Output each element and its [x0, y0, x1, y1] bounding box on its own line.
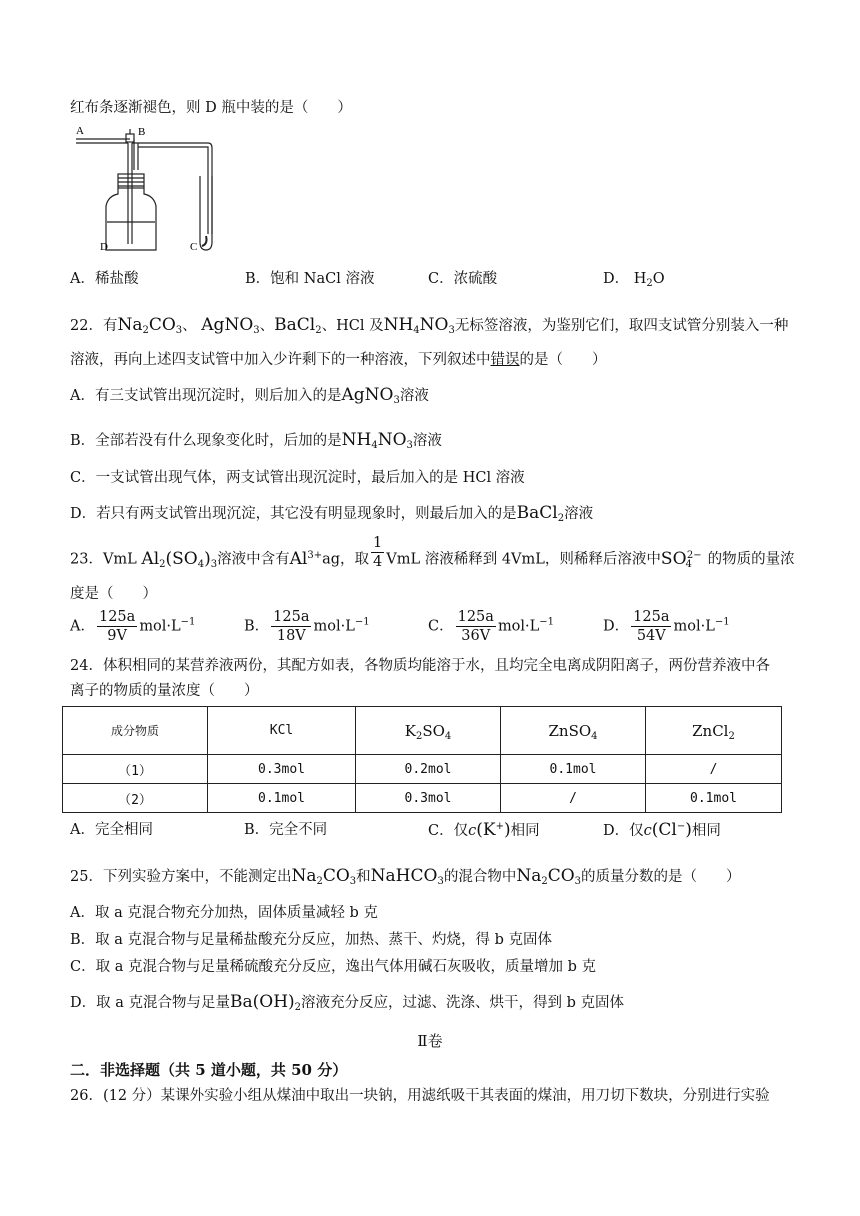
header-cell: KCl: [208, 707, 356, 755]
q21-option-c[interactable]: C．浓硫酸: [428, 271, 498, 287]
section-heading: 二．非选择题（共 5 道小题，共 50 分）: [70, 1061, 348, 1079]
q22-option-b[interactable]: B．全部若没有什么现象变化时，后加的是$NH_4NO_3$溶液: [70, 430, 442, 451]
table-cell: /: [501, 784, 646, 813]
label-B: B: [138, 126, 146, 138]
table-header-row: [63, 707, 782, 755]
q25-option-b[interactable]: B．取 a 克混合物与足量稀盐酸充分反应，加热、蒸干、灼烧，得 b 克固体: [70, 932, 553, 948]
part-two-title: Ⅱ卷: [417, 1032, 443, 1050]
q22-option-d[interactable]: D．若只有两支试管出现沉淀，其它没有明显现象时，则最后加入的是BaCl$_2$溶液: [70, 503, 594, 524]
q22-option-c[interactable]: C．一支试管出现气体，两支试管出现沉淀时，最后加入的是 HCl 溶液: [70, 470, 525, 486]
label-D: D: [100, 241, 108, 253]
q23-option-c[interactable]: C． $\frac{125a}{36V}$ $mol\cdot L^{-1}$: [428, 609, 555, 644]
q21-option-b[interactable]: B．饱和 NaCl 溶液: [245, 271, 375, 287]
q24-option-a[interactable]: A．完全相同: [70, 822, 153, 838]
q22-stem-line1: 22．有$Na_2CO_3$、 AgNO$_3$、BaCl$_2$、HCl 及$NH_4NO_3$无标签溶液，为鉴别它们，取四支试管分别装入一种: [70, 315, 789, 336]
header-cell: 成分物质: [63, 707, 208, 755]
table-cell: 0.2mol: [356, 755, 501, 784]
q23-option-a[interactable]: A． $\frac{125a}{9V}$ $mol\cdot L^{-1}$: [70, 609, 196, 644]
q25-stem: 25．下列实验方案中，不能测定出$Na_2CO_3$和NaHCO$_3$的混合物中$Na_2CO_3$的质量分数的是（ ）: [70, 866, 741, 887]
table-cell: /: [646, 755, 782, 784]
table-cell: （1）: [63, 755, 208, 784]
table-cell: 0.1mol: [208, 784, 356, 813]
q23-option-b[interactable]: B． $\frac{125a}{18V}$ $mol\cdot L^{-1}$: [244, 609, 370, 644]
q25-option-d[interactable]: D．取 a 克混合物与足量$Ba(OH)_2$溶液充分反应，过滤、洗涤、烘干，得到 b 克固体: [70, 992, 625, 1013]
q26-stem: 26．(12 分）某课外实验小组从煤油中取出一块钠，用滤纸吸干其表面的煤油，用刀切下数块，分别进行实验: [70, 1088, 770, 1104]
formula-table: [62, 706, 782, 813]
header-cell: ZnSO$_4$: [501, 707, 646, 755]
q24-stem-line2: 离子的物质的量浓度（ ）: [70, 683, 259, 699]
table-row: [63, 784, 782, 813]
table-cell: 0.3mol: [208, 755, 356, 784]
q24-option-b[interactable]: B．完全不同: [244, 822, 328, 838]
q21-stem-tail: 红布条逐渐褪色，则 D 瓶中装的是（ ）: [70, 100, 352, 116]
table-cell: 0.1mol: [646, 784, 782, 813]
q21-option-d[interactable]: D． $H_2O$: [603, 271, 665, 289]
q24-option-c[interactable]: C．仅c(K+)相同: [428, 820, 540, 840]
q21-option-a[interactable]: A．稀盐酸: [70, 271, 139, 287]
label-A: A: [76, 125, 84, 137]
header-cell: ZnCl$_2$: [646, 707, 782, 755]
table-cell: 0.1mol: [501, 755, 646, 784]
gas-apparatus-figure: [72, 124, 232, 256]
q23-stem-line1: 23．VmL $Al_2(SO_4)_3$溶液中含有$Al^{3+}ag$，取 $\frac{1}{4}$ VmL 溶液稀释到 4VmL，则稀释后溶液中$SO_4^{2-}$ 的物质的量浓: [70, 535, 795, 570]
q23-stem-line2: 度是（ ）: [70, 586, 157, 602]
table-cell: （2）: [63, 784, 208, 813]
q23-option-d[interactable]: D． $\frac{125a}{54V}$ $mol\cdot L^{-1}$: [603, 609, 730, 644]
label-C: C: [190, 241, 198, 253]
q25-option-a[interactable]: A．取 a 克混合物充分加热，固体质量减轻 b 克: [70, 905, 378, 921]
q24-option-d[interactable]: D．仅c(Cl−)相同: [603, 820, 721, 840]
table-cell: 0.3mol: [356, 784, 501, 813]
header-cell: $K_2SO_4$: [356, 707, 501, 755]
q25-option-c[interactable]: C．取 a 克混合物与足量稀硫酸充分反应，逸出气体用碱石灰吸收，质量增加 b 克: [70, 959, 596, 975]
table-row: [63, 755, 782, 784]
q24-stem-line1: 24．体积相同的某营养液两份，其配方如表，各物质均能溶于水，且均完全电离成阴阳离子，两份营养液中各: [70, 658, 770, 674]
q22-option-a[interactable]: A．有三支试管出现沉淀时，则后加入的是AgNO$_3$溶液: [70, 385, 429, 406]
q22-stem-line2: 溶液，再向上述四支试管中加入少许剩下的一种溶液，下列叙述中错误的是（ ）: [70, 352, 607, 368]
